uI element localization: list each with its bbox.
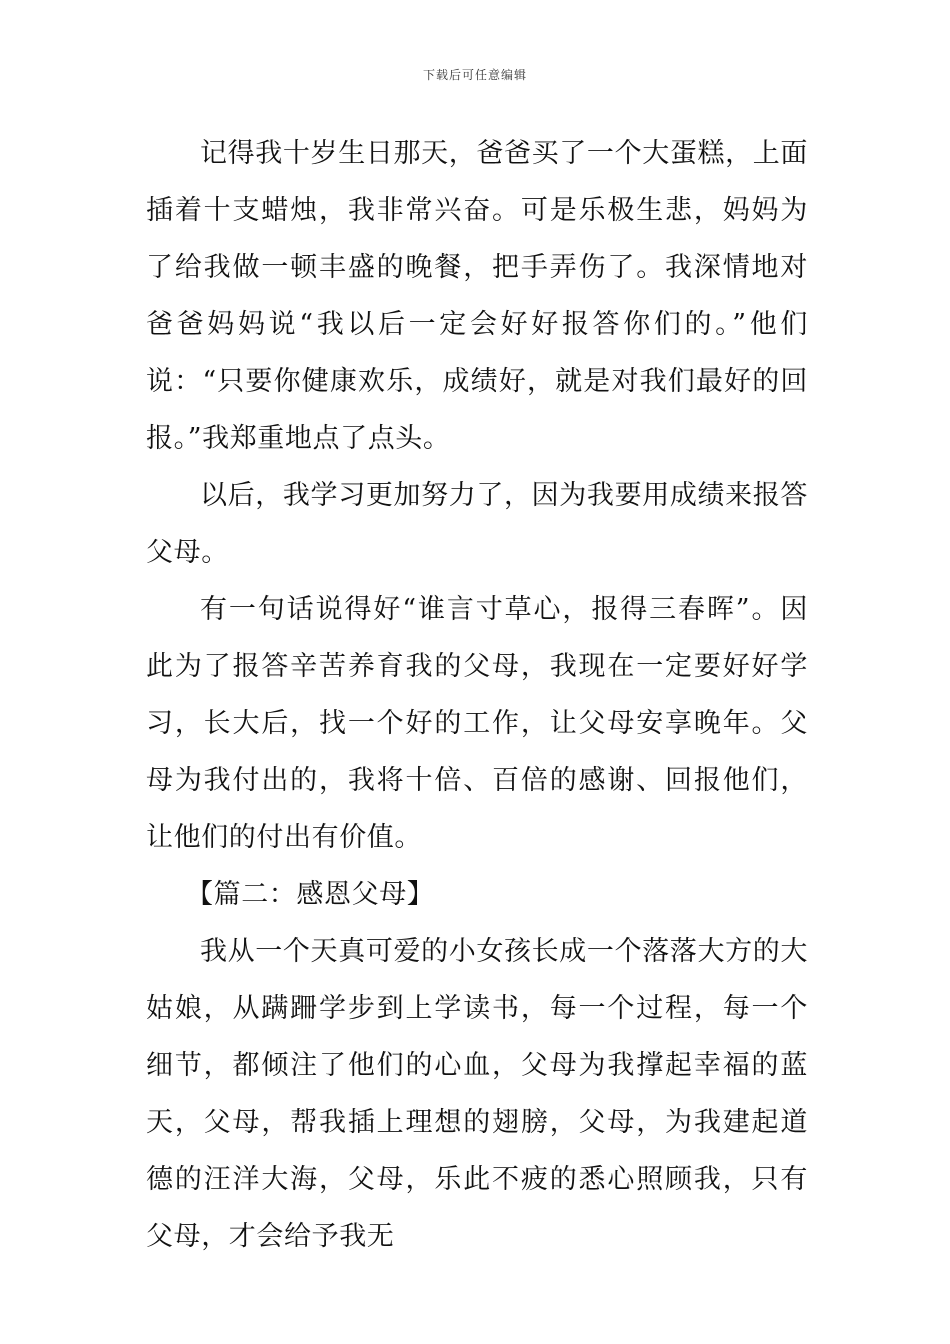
paragraph-grateful-parents: 我从一个天真可爱的小女孩长成一个落落大方的大姑娘，从蹒跚学步到上学读书，每一个过程，每一个细节，都倾注了他们的心血，父母为我撑起幸福的蓝天，父母，帮我插上理想的翅膀，父母，为我建起道德的汪洋大海，父母，乐此不疲的悉心照顾我，只有父母，才会给予我无 bbox=[146, 936, 808, 1252]
document-body bbox=[146, 125, 808, 1265]
paragraph-birthday: 记得我十岁生日那天，爸爸买了一个大蛋糕，上面插着十支蜡烛，我非常兴奋。可是乐极生悲，妈妈为了给我做一顿丰盛的晚餐，把手弄伤了。我深情地对爸爸妈妈说“我以后一定会好好报答你们的。”他们说：“只要你健康欢乐，成绩好，就是对我们最好的回报。”我郑重地点了点头。 bbox=[146, 138, 808, 454]
section-heading: 【篇二：感恩父母】 bbox=[186, 879, 435, 910]
paragraph-repay-parents: 有一句话说得好“谁言寸草心，报得三春晖”。因此为了报答辛苦养育我的父母，我现在一定要好好学习，长大后，找一个好的工作，让父母安享晚年。父母为我付出的，我将十倍、百倍的感谢、回报他们，让他们的付出有价值。 bbox=[146, 594, 808, 853]
paragraph-study-harder: 以后，我学习更加努力了，因为我要用成绩来报答父母。 bbox=[146, 480, 808, 568]
header-note: 下载后可任意编辑 bbox=[422, 68, 527, 82]
